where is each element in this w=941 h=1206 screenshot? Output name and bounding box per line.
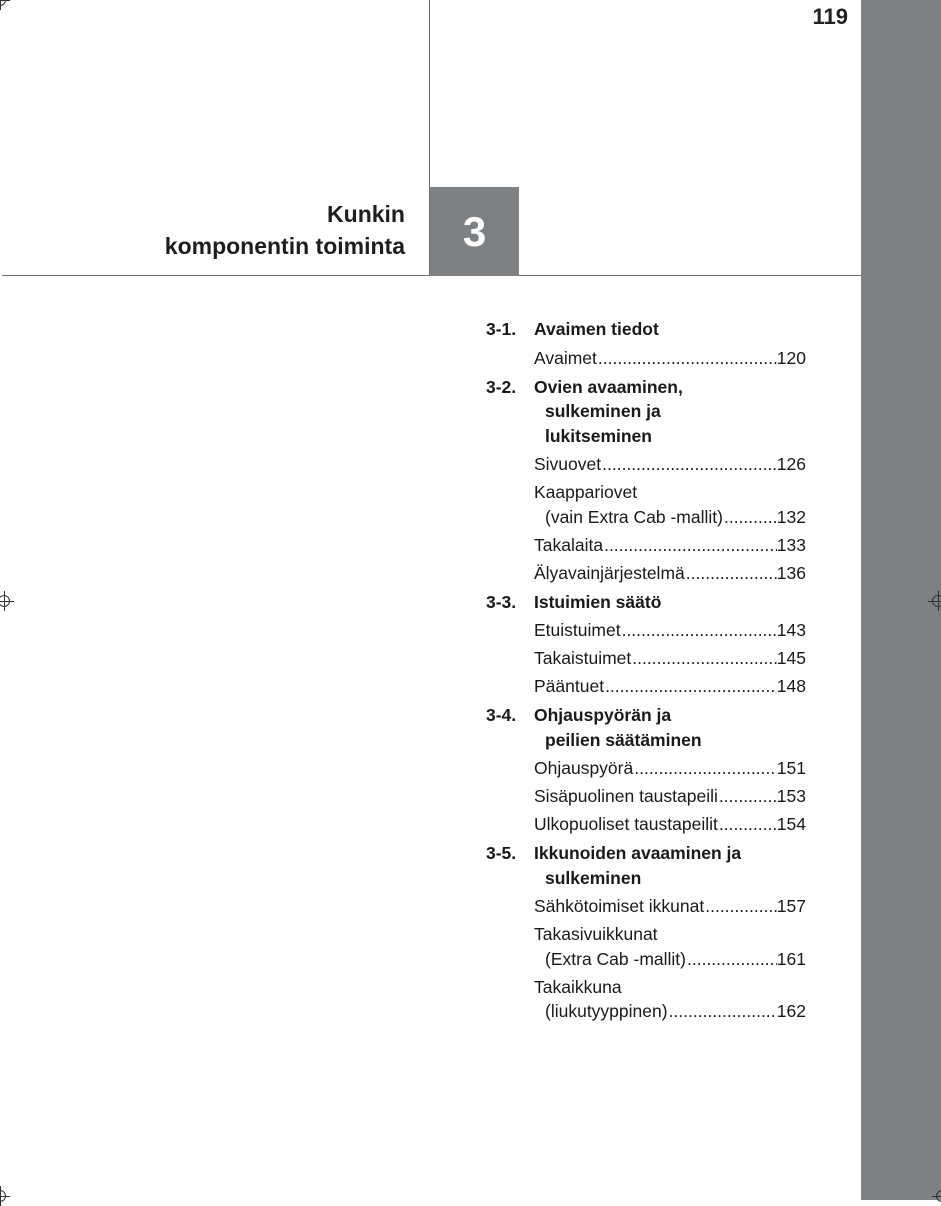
toc-entry-title-line: Sähkötoimiset ikkunat [534, 896, 705, 916]
toc-entry-title-line: Takaistuimet [534, 648, 632, 668]
registration-mark-icon [0, 591, 14, 611]
toc-dot-leader [621, 618, 777, 643]
toc-entry-page-number: 133 [776, 534, 806, 555]
toc-entry-title [534, 480, 723, 529]
toc-section [486, 840, 806, 1024]
toc-entry[interactable] [534, 480, 806, 529]
toc-entry-title-line: (liukutyyppinen) [545, 1001, 668, 1021]
toc-section-heading [486, 702, 806, 756]
toc-section [486, 374, 806, 586]
toc-section-title [534, 375, 683, 449]
toc-entry-page-number: 132 [776, 506, 806, 527]
chapter-number: 3 [462, 207, 487, 255]
toc-entry-title-line: (vain Extra Cab -mallit) [545, 506, 723, 527]
toc-entry-title [534, 812, 718, 837]
toc-entry-page-number: 157 [776, 896, 806, 916]
chapter-title-line: Kunkin [327, 201, 405, 227]
toc-entry[interactable] [534, 618, 806, 643]
chapter-number-box [430, 187, 519, 276]
toc-section-title-line: lukitseminen [545, 425, 652, 446]
toc-entry-title [534, 618, 621, 643]
toc-entry[interactable] [534, 533, 806, 558]
toc-entry[interactable] [534, 812, 806, 837]
toc-section [486, 702, 806, 837]
toc-entry-page-number: 120 [776, 347, 806, 368]
registration-mark-icon [0, 0, 10, 10]
toc-section-number: 3-1. [486, 319, 517, 339]
toc-entry-page-number: 145 [776, 648, 806, 668]
toc-entry-title [534, 922, 686, 971]
toc-entry[interactable] [534, 452, 806, 477]
toc-dot-leader [668, 999, 777, 1024]
toc-section-title [534, 841, 741, 890]
toc-entry-title-line: Ulkopuoliset taustapeilit [534, 814, 718, 834]
toc-section-title-line: Ikkunoiden avaaminen ja [534, 843, 742, 863]
toc-entry-title-line: (Extra Cab -mallit) [545, 948, 686, 969]
toc-entry[interactable] [534, 346, 806, 371]
toc-section-number: 3-2. [486, 376, 517, 397]
page-number: 119 [812, 4, 848, 29]
toc-dot-leader [686, 947, 777, 972]
toc-entry-title-line: Sisäpuolinen taustapeili [534, 786, 718, 806]
registration-mark-icon [928, 591, 941, 611]
toc-section-heading [486, 316, 806, 346]
toc-entry[interactable] [534, 756, 806, 781]
toc-entry-title-line: Sivuovet [534, 454, 602, 474]
registration-mark-icon [932, 1186, 941, 1206]
registration-mark-icon [0, 1186, 10, 1206]
chapter-title-line: komponentin toiminta [164, 233, 405, 259]
toc-entry-page-number: 151 [776, 758, 806, 778]
toc-entry[interactable] [534, 646, 806, 671]
chapter-title [165, 198, 405, 262]
toc-entry-title-line: Ohjauspyörä [534, 758, 634, 778]
toc-section-title [534, 703, 702, 752]
toc-entry-title-line: Kaappariovet [534, 482, 638, 502]
toc-entry-page-number: 148 [776, 676, 806, 696]
toc-entry-title [534, 561, 685, 586]
toc-section-heading [486, 374, 806, 453]
toc-entry-title [534, 894, 704, 919]
toc-dot-leader [718, 784, 777, 809]
toc-entry-page-number: 126 [776, 454, 806, 474]
toc-dot-leader [704, 894, 777, 919]
toc-dot-leader [601, 452, 777, 477]
toc-entry-title [534, 646, 631, 671]
toc-section-title-line: Avaimen tiedot [534, 319, 659, 339]
toc-entry-page-number: 143 [776, 620, 806, 640]
toc-entry[interactable] [534, 975, 806, 1024]
toc-dot-leader [685, 561, 777, 586]
toc-entry-title-line: Pääntuet [534, 676, 605, 696]
toc-section-heading [486, 840, 806, 894]
toc-section-title [534, 590, 661, 615]
toc-dot-leader [718, 812, 777, 837]
toc-entry-title [534, 674, 604, 699]
toc-entry-title-line: Etuistuimet [534, 620, 621, 640]
toc-entry-title [534, 452, 601, 477]
toc-section-title-line: peilien säätäminen [545, 729, 702, 750]
toc-section-title [534, 317, 659, 342]
toc-section-title-line: sulkeminen [545, 867, 642, 888]
toc-entry-title [534, 533, 603, 558]
toc-entry-title [534, 346, 597, 371]
toc-entry-title [534, 756, 633, 781]
toc-dot-leader [604, 674, 777, 699]
toc-section [486, 316, 806, 370]
toc-entry-title [534, 784, 718, 809]
toc-entry[interactable] [534, 922, 806, 971]
toc-entry-title [534, 975, 668, 1024]
toc-dot-leader [723, 505, 777, 530]
toc-section-title-line: sulkeminen ja [545, 401, 661, 421]
toc-dot-leader [597, 346, 777, 371]
toc-dot-leader [633, 756, 777, 781]
toc-entry-page-number: 162 [776, 1001, 806, 1021]
toc-section-title-line: Ovien avaaminen, [534, 376, 683, 397]
toc-section-number: 3-5. [486, 843, 517, 863]
toc-entry-title-line: Takalaita [534, 534, 604, 555]
table-of-contents [486, 316, 806, 1027]
toc-entry-title-line: Älyavainjärjestelmä [534, 562, 685, 583]
toc-entry-page-number: 154 [776, 814, 806, 834]
toc-entry-page-number: 153 [776, 786, 806, 806]
toc-dot-leader [603, 533, 777, 558]
toc-section-title-line: Ohjauspyörän ja [534, 705, 672, 725]
toc-entry[interactable] [534, 784, 806, 809]
toc-entry-page-number: 161 [776, 948, 806, 969]
toc-section-heading [486, 589, 806, 619]
toc-section [486, 589, 806, 699]
toc-section-number: 3-3. [486, 591, 517, 612]
toc-entry[interactable] [534, 674, 806, 699]
toc-entry-title-line: Avaimet [534, 347, 597, 368]
toc-entry[interactable] [534, 894, 806, 919]
toc-entry-title-line: Takasivuikkunat [534, 924, 658, 944]
toc-entry-title-line: Takaikkuna [534, 976, 622, 997]
toc-entry[interactable] [534, 561, 806, 586]
toc-entry-page-number: 136 [776, 562, 806, 583]
toc-section-number: 3-4. [486, 705, 517, 725]
toc-dot-leader [631, 646, 777, 671]
toc-section-title-line: Istuimien säätö [534, 591, 662, 612]
